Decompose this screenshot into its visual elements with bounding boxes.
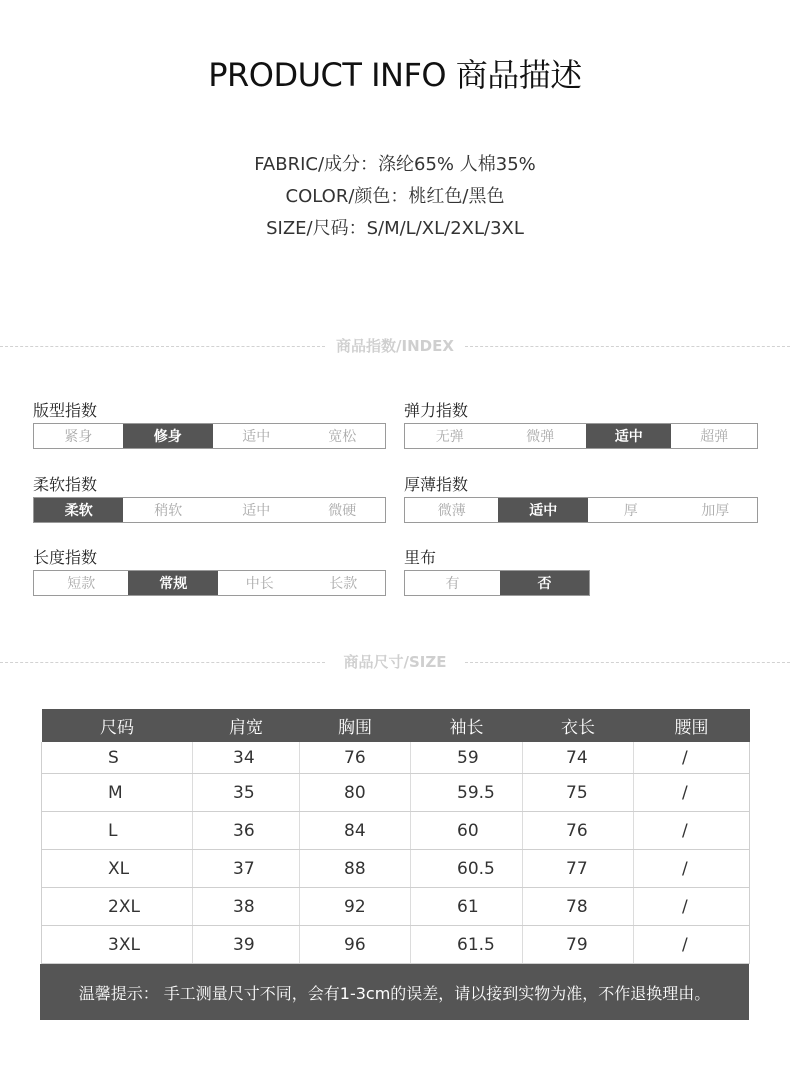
index-option-selected: 柔软 xyxy=(34,498,123,522)
index-option: 厚 xyxy=(623,503,638,519)
size-info: SIZE/尺码：S/M/L/XL/2XL/3XL xyxy=(266,218,524,239)
table-cell: 34 xyxy=(193,742,300,774)
column-header: 胸围 xyxy=(300,709,411,742)
index-option: 短款 xyxy=(67,576,96,592)
table-cell: 37 xyxy=(193,850,300,888)
table-cell: 61.5 xyxy=(411,926,523,964)
index-group-title: 长度指数 xyxy=(33,548,98,567)
size-table-header xyxy=(42,709,750,742)
index-option-selected: 常规 xyxy=(128,571,217,595)
index-option: 无弹 xyxy=(435,429,464,445)
index-scale xyxy=(33,423,386,449)
index-scale xyxy=(33,497,386,523)
index-option-selected: 适中 xyxy=(586,424,672,448)
table-cell: / xyxy=(634,742,750,774)
table-cell: / xyxy=(634,774,750,812)
table-cell: 60 xyxy=(411,812,523,850)
index-divider xyxy=(0,336,790,356)
table-cell: 2XL xyxy=(42,888,193,926)
size-section-label: 商品尺寸/SIZE xyxy=(343,653,447,671)
index-option: 加厚 xyxy=(701,503,730,519)
index-option: 微薄 xyxy=(437,503,466,519)
index-option: 适中 xyxy=(242,429,271,445)
index-option: 微硬 xyxy=(328,503,357,519)
table-row xyxy=(42,812,750,850)
table-cell: 59.5 xyxy=(411,774,523,812)
table-cell: 80 xyxy=(300,774,411,812)
table-cell: 35 xyxy=(193,774,300,812)
index-option: 宽松 xyxy=(328,429,357,445)
index-group-title: 厚薄指数 xyxy=(404,475,469,494)
index-group-lining xyxy=(404,545,590,596)
table-cell: 84 xyxy=(300,812,411,850)
index-section-label: 商品指数/INDEX xyxy=(336,337,454,355)
index-option: 长款 xyxy=(329,576,358,592)
index-scale xyxy=(404,423,758,449)
page-title: PRODUCT INFO 商品描述 xyxy=(208,56,582,94)
table-cell: 36 xyxy=(193,812,300,850)
table-cell: / xyxy=(634,888,750,926)
table-cell: 96 xyxy=(300,926,411,964)
table-cell: 77 xyxy=(523,850,634,888)
table-cell: 78 xyxy=(523,888,634,926)
index-option: 紧身 xyxy=(64,429,93,445)
column-header: 尺码 xyxy=(42,709,193,742)
table-cell: 59 xyxy=(411,742,523,774)
table-cell: 38 xyxy=(193,888,300,926)
table-cell: S xyxy=(42,742,193,774)
column-header: 衣长 xyxy=(523,709,634,742)
color-info: COLOR/颜色：桃红色/黑色 xyxy=(285,186,505,207)
index-option-selected: 修身 xyxy=(123,424,213,448)
index-group-stretch xyxy=(404,398,758,449)
index-option: 超弹 xyxy=(700,429,729,445)
size-table-body xyxy=(42,742,750,964)
table-cell: 3XL xyxy=(42,926,193,964)
fabric-info: FABRIC/成分：涤纶65% 人棉35% xyxy=(254,154,536,175)
table-cell: L xyxy=(42,812,193,850)
index-option-selected: 适中 xyxy=(498,498,587,522)
table-cell: 74 xyxy=(523,742,634,774)
table-cell: 60.5 xyxy=(411,850,523,888)
index-option-selected: 否 xyxy=(500,571,589,595)
table-cell: 88 xyxy=(300,850,411,888)
table-cell: M xyxy=(42,774,193,812)
index-scale xyxy=(404,497,758,523)
index-group-title: 弹力指数 xyxy=(404,401,469,420)
index-group-title: 版型指数 xyxy=(33,401,98,420)
table-cell: 92 xyxy=(300,888,411,926)
index-option: 有 xyxy=(445,576,460,592)
table-cell: 39 xyxy=(193,926,300,964)
column-header: 肩宽 xyxy=(193,709,300,742)
index-option: 中长 xyxy=(245,576,274,592)
table-cell: / xyxy=(634,926,750,964)
index-group-thickness xyxy=(404,472,758,523)
measurement-tip: 温馨提示： 手工测量尺寸不同，会有1-3cm的误差，请以接到实物为准，不作退换理由。 xyxy=(40,964,749,1020)
table-cell: / xyxy=(634,850,750,888)
table-cell: 79 xyxy=(523,926,634,964)
index-group-length xyxy=(33,545,386,596)
table-row xyxy=(42,926,750,964)
index-scale xyxy=(404,570,590,596)
table-cell: 75 xyxy=(523,774,634,812)
table-cell: 61 xyxy=(411,888,523,926)
index-group-softness xyxy=(33,472,386,523)
table-cell: / xyxy=(634,812,750,850)
table-row xyxy=(42,774,750,812)
table-row xyxy=(42,742,750,774)
table-cell: XL xyxy=(42,850,193,888)
column-header: 腰围 xyxy=(634,709,750,742)
index-option: 稍软 xyxy=(154,503,183,519)
table-cell: 76 xyxy=(300,742,411,774)
size-table xyxy=(41,709,750,964)
table-row xyxy=(42,850,750,888)
index-option: 适中 xyxy=(242,503,271,519)
table-row xyxy=(42,888,750,926)
size-divider xyxy=(0,652,790,672)
column-header: 袖长 xyxy=(411,709,523,742)
index-group-title: 柔软指数 xyxy=(33,475,98,494)
table-cell: 76 xyxy=(523,812,634,850)
index-group-title: 里布 xyxy=(404,548,437,567)
index-option: 微弹 xyxy=(526,429,555,445)
index-group-fit xyxy=(33,398,386,449)
index-scale xyxy=(33,570,386,596)
